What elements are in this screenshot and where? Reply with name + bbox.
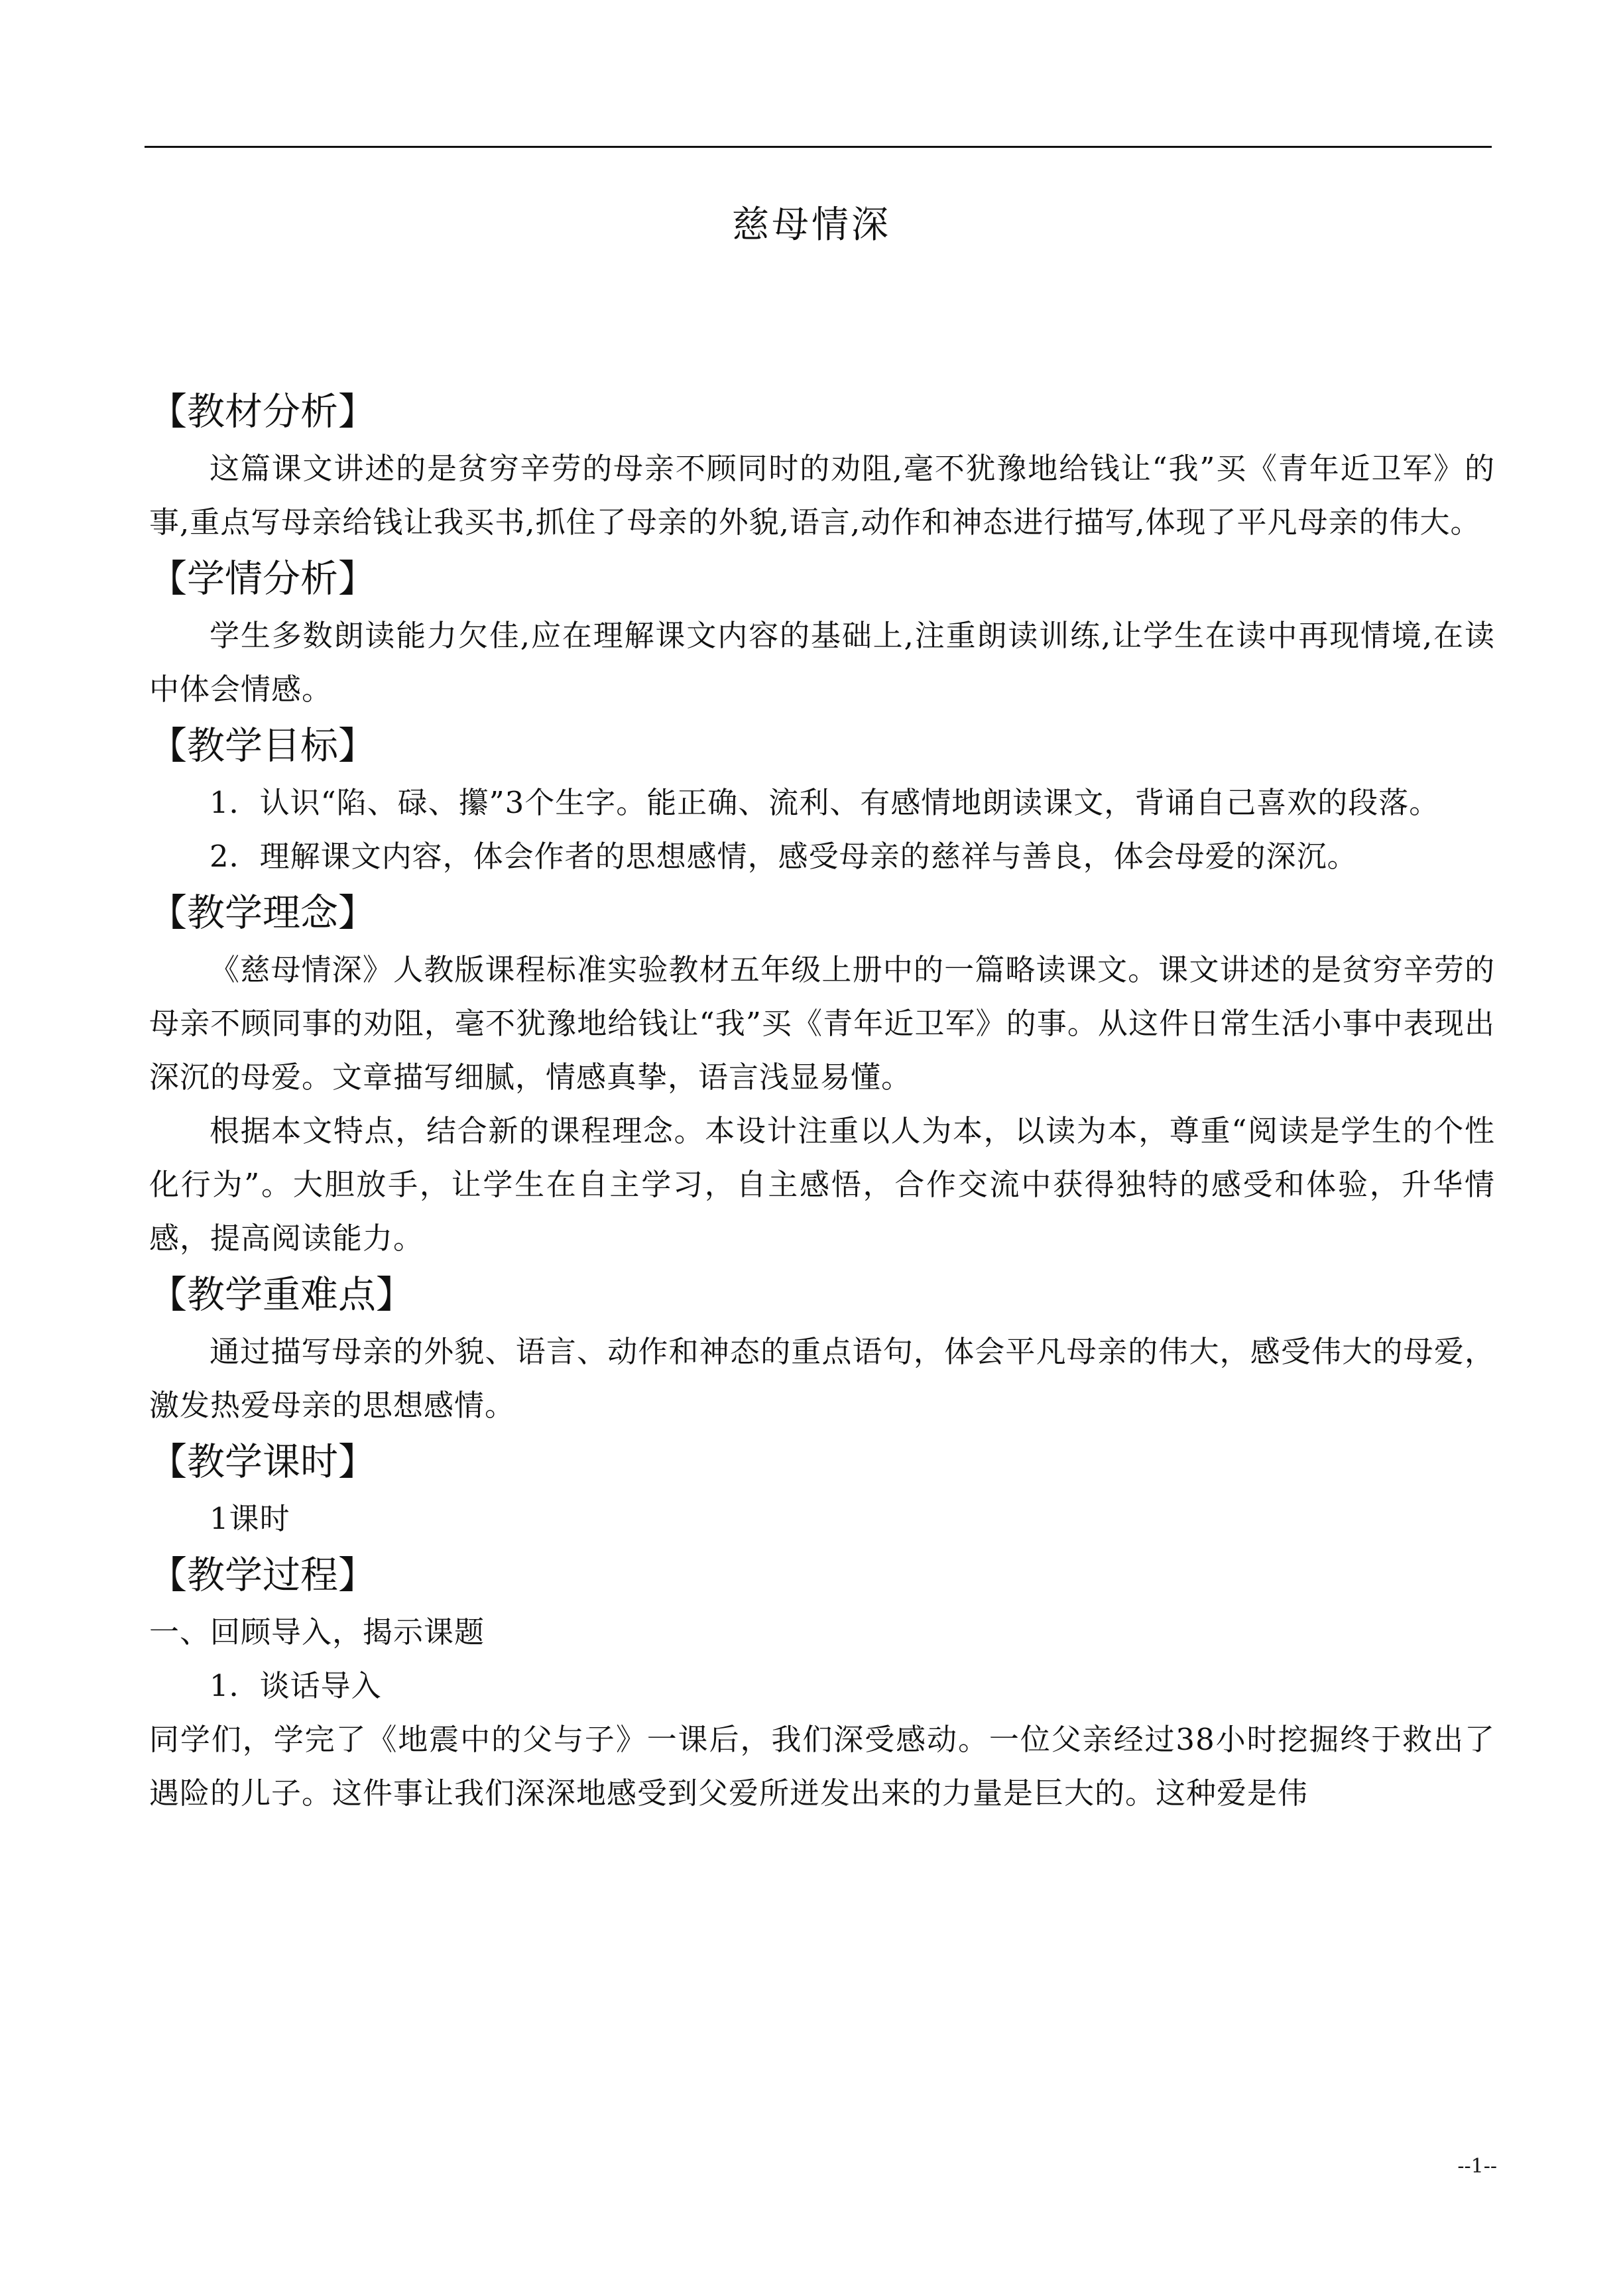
section-heading-zhongnandian: 【教学重难点】 xyxy=(149,1273,414,1317)
section-heading-jiaocai: 【教材分析】 xyxy=(149,390,376,434)
section-heading-mubiao: 【教学目标】 xyxy=(149,724,376,768)
paragraph: 1．认识“陷、碌、攥”3个生字。能正确、流利、有感情地朗读课文，背诵自己喜欢的段落。 xyxy=(210,785,1440,820)
page-number: --1-- xyxy=(1457,2155,1497,2178)
paragraph: 根据本文特点，结合新的课程理念。本设计注重以人为本，以读为本，尊重“阅读是学生的个性化行为”。大胆放手，让学生在自主学习，自主感悟，合作交流中获得独特的感受和体验，升华情感，提高阅读能力。 xyxy=(149,1113,1495,1256)
section-heading-guocheng: 【教学过程】 xyxy=(149,1553,376,1597)
paragraph: 同学们，学完了《地震中的父与子》一课后，我们深受感动。一位父亲经过38小时挖掘终于救出了遇险的儿子。这件事让我们深深地感受到父爱所迸发出来的力量是巨大的。这种爱是伟 xyxy=(149,1722,1495,1811)
document-body xyxy=(149,382,1495,1820)
paragraph: 通过描写母亲的外貌、语言、动作和神态的重点语句，体会平凡母亲的伟大，感受伟大的母爱，激发热爱母亲的思想感情。 xyxy=(149,1334,1495,1423)
page-title: 慈母情深 xyxy=(732,204,891,247)
paragraph: 2．理解课文内容，体会作者的思想感情，感受母亲的慈祥与善良，体会母爱的深沉。 xyxy=(210,839,1358,874)
paragraph: 这篇课文讲述的是贫穷辛劳的母亲不顾同时的劝阻,毫不犹豫地给钱让“我”买《青年近卫军》的事,重点写母亲给钱让我买书,抓住了母亲的外貌,语言,动作和神态进行描写,体现了平凡母亲的伟大。 xyxy=(149,451,1495,540)
section-heading-xueqing: 【学情分析】 xyxy=(149,557,376,601)
section-heading-keshi: 【教学课时】 xyxy=(149,1440,376,1484)
section-heading-linian: 【教学理念】 xyxy=(149,891,376,935)
step-title: 一、回顾导入，揭示课题 xyxy=(149,1614,485,1650)
paragraph: 1课时 xyxy=(210,1501,290,1536)
header-rule xyxy=(145,146,1492,148)
paragraph: 《慈母情深》人教版课程标准实验教材五年级上册中的一篇略读课文。课文讲述的是贫穷辛劳的母亲不顾同事的劝阻，毫不犹豫地给钱让“我”买《青年近卫军》的事。从这件日常生活小事中表现出深沉的母爱。文章描写细腻，情感真挚，语言浅显易懂。 xyxy=(149,952,1495,1095)
paragraph: 学生多数朗读能力欠佳,应在理解课文内容的基础上,注重朗读训练,让学生在读中再现情境,在读中体会情感。 xyxy=(149,618,1495,707)
step-subtitle: 1．谈话导入 xyxy=(210,1668,382,1703)
